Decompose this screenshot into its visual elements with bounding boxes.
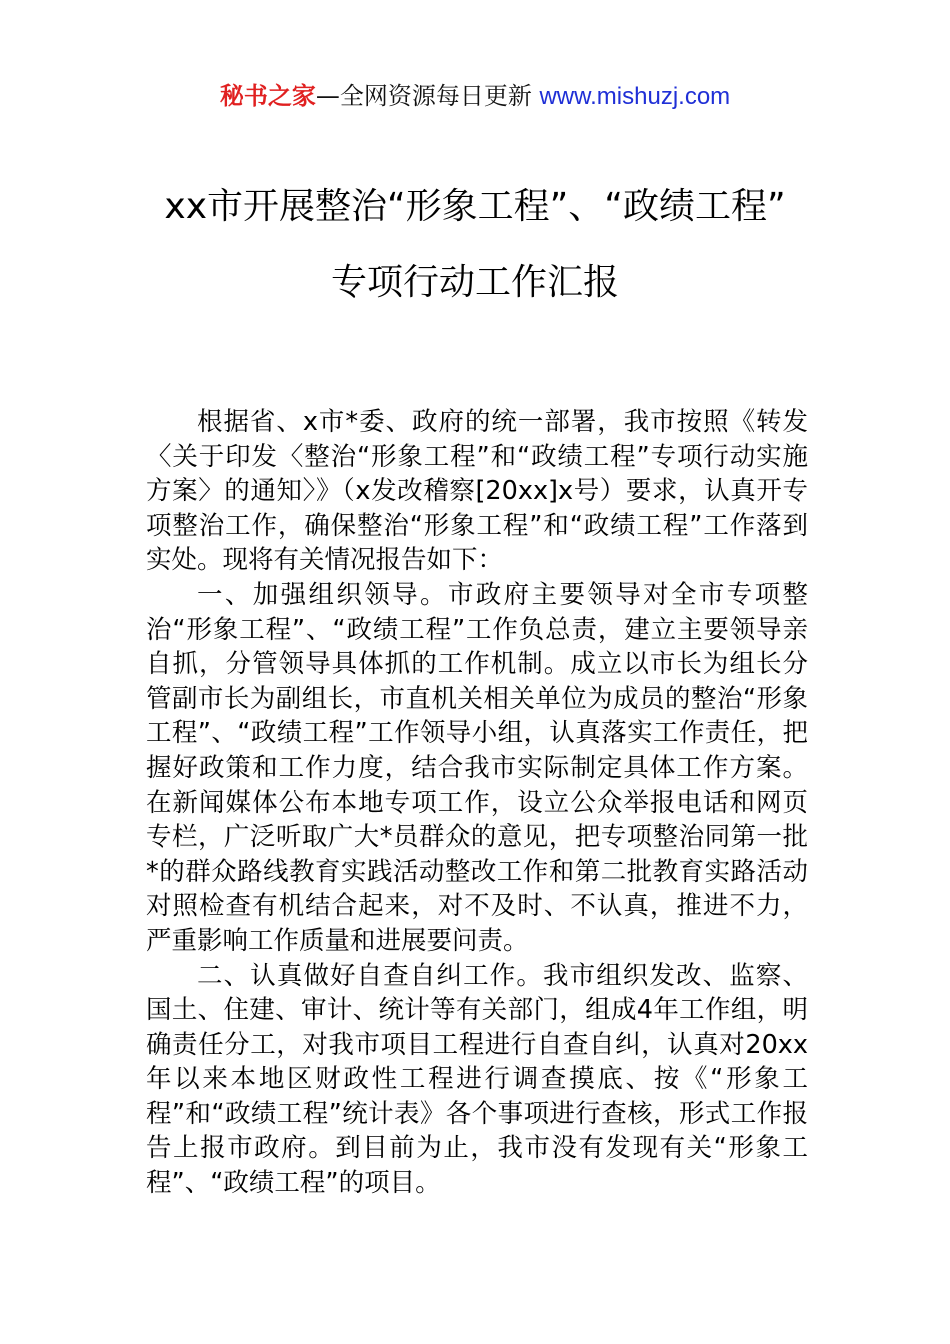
document-title-block [140,176,810,314]
site-tagline: —全网资源每日更新 [315,82,540,110]
document-title: xx市开展整治“形象工程”、“政绩工程” [164,186,786,227]
document-subtitle: 专项行动工作汇报 [330,262,619,303]
body-paragraph-intro: 根据省、x市*委、政府的统一部署，我市按照《转发〈关于印发〈整治“形象工程”和“政绩工程”专项行动实施方案〉的通知〉》（x发改稽察[20xx]x号）要求，认真开专项整治工作，确保整治“形象工程”和“政绩工程”工作落到实处。现将有关情况报告如下： [146,407,808,576]
body-paragraph-organization: 一、加强组织领导。市政府主要领导对全市专项整治“形象工程”、“政绩工程”工作负总责，建立主要领导亲自抓，分管领导具体抓的工作机制。成立以市长为组长分管副市长为副组长，市直机关相关单位为成员的整治“形象工程”、“政绩工程”工作领导小组，认真落实工作责任，把握好政策和工作力度，结合我市实际制定具体工作方案。在新闻媒体公布本地专项工作，设立公众举报电话和网页专栏，广泛听取广大*员群众的意见，把专项整治同第一批*的群众路线教育实践活动整改工作和第二批教育实路活动对照检查有机结合起来，对不及时、不认真，推进不力，严重影响工作质量和进展要问责。 [146,579,808,956]
site-url-link[interactable]: www.mishuzj.com [539,83,731,110]
document-body [146,405,808,1201]
site-header [0,80,950,113]
site-brand: 秘书之家 [219,82,316,110]
body-paragraph-self-check: 二、认真做好自查自纠工作。我市组织发改、监察、国土、住建、审计、统计等有关部门，组成4年工作组，明确责任分工，对我市项目工程进行自查自纠，认真对20xx年以来本地区财政性工程进行调查摸底、按《“形象工程”和“政绩工程”统计表》各个事项进行查核，形式工作报告上报市政府。到目前为止，我市没有发现有关“形象工程”、“政绩工程”的项目。 [146,960,808,1199]
